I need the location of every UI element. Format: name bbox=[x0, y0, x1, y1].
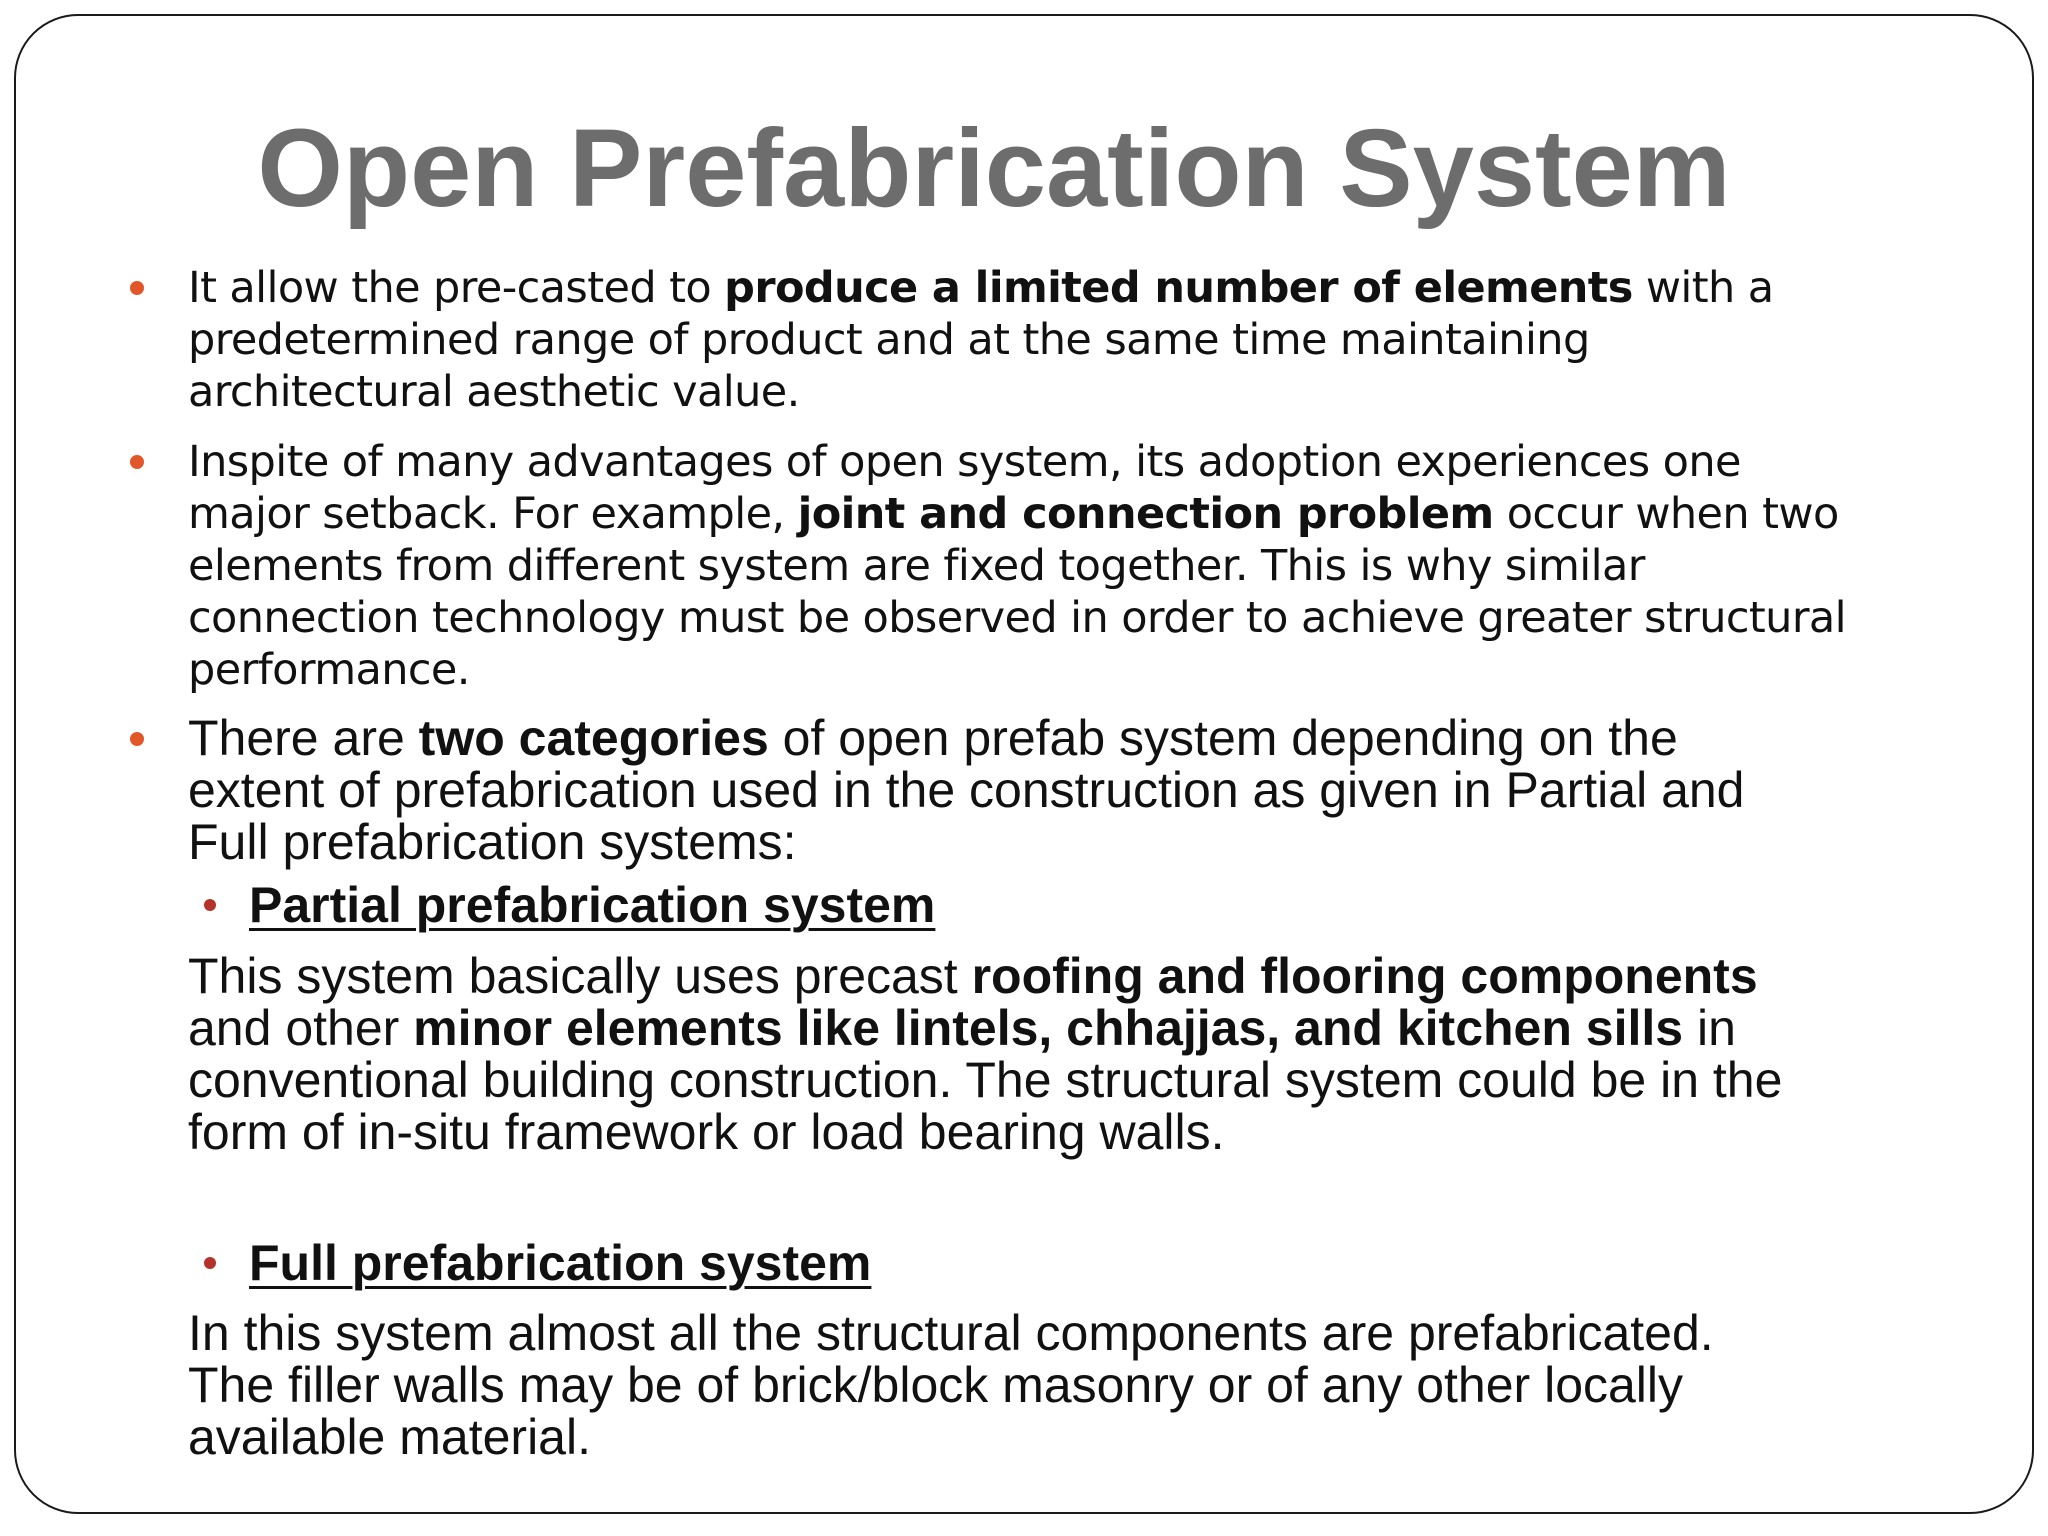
bold-emphasis: minor elements like lintels, chhajjas, and kitchen sills bbox=[413, 1000, 1684, 1056]
partial-prefab-description: This system basically uses precast roofing and flooring components and other minor elements like lintels, chhajjas, and kitchen sills in conventional building construction. The structural system could be in the form of in-situ framework or load bearing walls. bbox=[188, 948, 1783, 1160]
bold-emphasis: produce a limited number of elements bbox=[724, 263, 1633, 313]
partial-prefab-heading: Partial prefabrication system bbox=[249, 877, 936, 933]
full-prefab-description: In this system almost all the structural components are prefabricated. The filler walls may be of brick/block masonry or of any other locally available material. bbox=[188, 1305, 1714, 1465]
bullet-dot-icon bbox=[130, 455, 144, 469]
sub-bullet-dot-icon bbox=[204, 1257, 216, 1269]
slide-title: Open Prefabrication System bbox=[257, 107, 1731, 230]
bold-emphasis: two categories bbox=[418, 710, 769, 766]
bullet-paragraph-1: It allow the pre-casted to produce a limited number of elements with a predetermined range of product and at the same time maintaining architectural aesthetic value. bbox=[188, 263, 1774, 417]
bold-emphasis: joint and connection problem bbox=[797, 489, 1494, 539]
full-prefab-heading: Full prefabrication system bbox=[249, 1235, 872, 1291]
bullet-paragraph-2: Inspite of many advantages of open system, its adoption experiences one major setback. For example, joint and connection problem occur when two elements from different system are fixed together. This is why similar connection technology must be observed in order to achieve greater structural performance. bbox=[188, 437, 1846, 695]
bullet-dot-icon bbox=[130, 732, 144, 746]
bold-emphasis: roofing and flooring components bbox=[971, 948, 1758, 1004]
bullet-dot-icon bbox=[130, 281, 144, 295]
sub-bullet-dot-icon bbox=[204, 899, 216, 911]
bullet-paragraph-3: There are two categories of open prefab system depending on the extent of prefabrication used in the construction as given in Partial and Full prefabrication systems: bbox=[188, 710, 1745, 870]
